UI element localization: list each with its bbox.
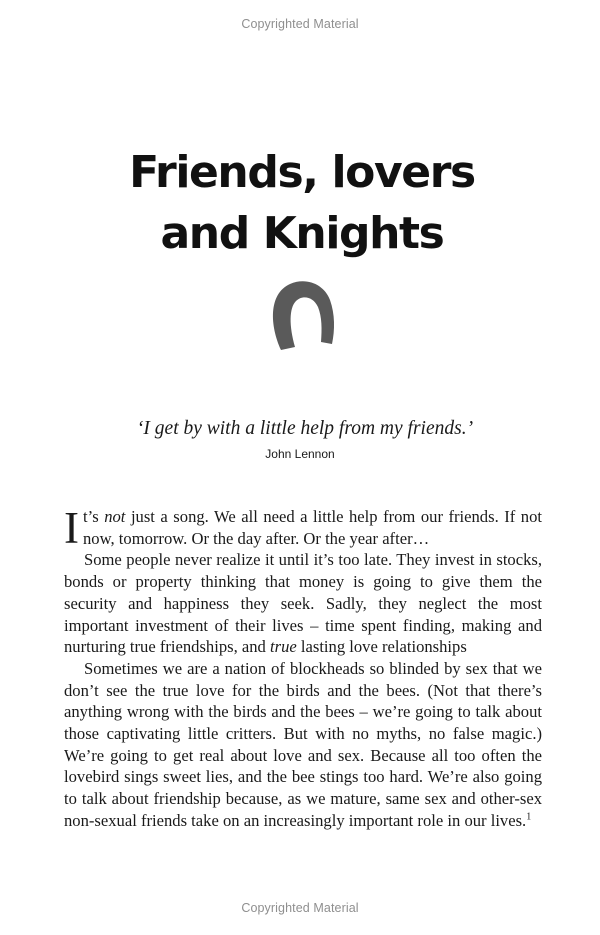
copyright-watermark-bottom: Copyrighted Material	[241, 901, 359, 915]
emphasis-not: not	[104, 507, 126, 526]
epigraph-quote: ‘I get by with a little help from my friends.’	[136, 418, 474, 439]
chapter-body	[64, 503, 543, 832]
copyright-watermark-top: Copyrighted Material	[241, 17, 359, 31]
epigraph-attribution: John Lennon	[265, 447, 335, 461]
chapter-title-line-1: Friends, lovers	[129, 147, 475, 198]
drop-cap: I	[64, 503, 79, 553]
footnote-marker[interactable]: 1	[526, 811, 532, 823]
emphasis-true: true	[270, 637, 297, 657]
paragraph-1: It’s not just a song. We all need a little help from our friends. If not now, tomorrow. Or the day after. Or the year after…	[64, 503, 543, 553]
chapter-title-line-2: and Knights	[160, 208, 444, 259]
chapter-title	[0, 142, 600, 264]
horseshoe-magnet-icon	[266, 274, 342, 356]
paragraph-2: Some people never realize it until it’s too late. They invest in stocks, bonds or property thinking that money is going to give them the security and happiness they seek. Sadly, they neglect the most important investment of their lives – time spent finding, making and nurturing true friendships, and true lasting love relationships	[64, 550, 542, 657]
paragraph-3: Sometimes we are a nation of blockheads so blinded by sex that we don’t see the true love for the birds and the bees. (Not that there’s anything wrong with the birds and the bees – we’re going to talk about those captivating little critters. But with no myths, no false magic.) We’re going to get real about love and sex. Because all too often the lovebird sings sweet lies, and the bee stings too hard. We’re also going to talk about friendship because, as we mature, same sex and other-sex non-sexual friends take on an increasingly important role in our lives.$^1$	[64, 658, 542, 830]
